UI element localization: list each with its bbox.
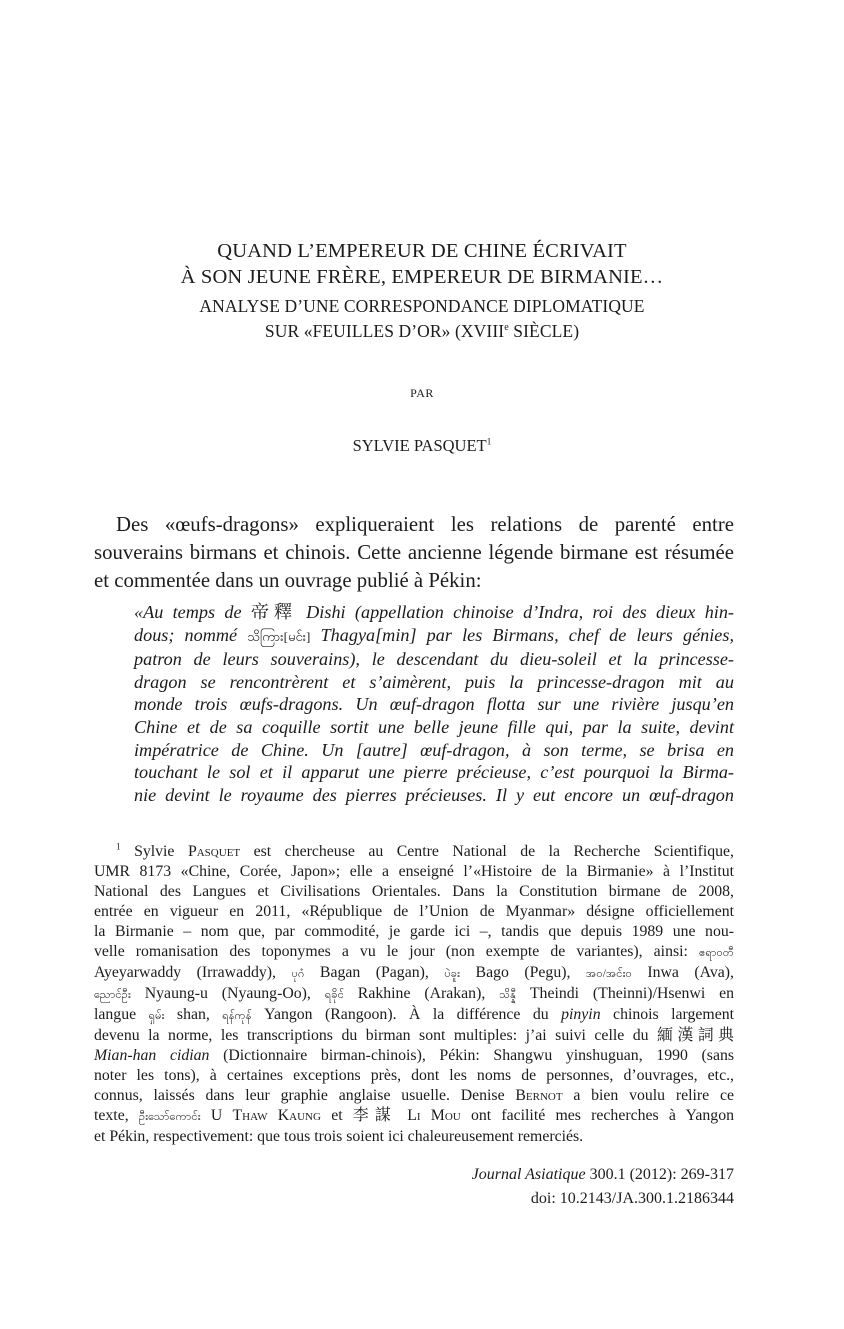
footnote-line: ညောင်ဦး Nyaung-u (Nyaung-Oo), ရခိုင် Rakhine (Arakan), သိန္နီ Theindi (Theinni)/Hsenwi en bbox=[94, 985, 734, 1002]
burmese-text: ပဲခူး bbox=[444, 968, 461, 980]
intro-paragraph bbox=[94, 511, 734, 595]
burmese-text: ရန်ကုန် bbox=[222, 1010, 252, 1022]
par-label: PAR bbox=[410, 386, 434, 400]
century-superscript: e bbox=[504, 322, 509, 334]
journal-name: Journal Asiatique bbox=[471, 1166, 586, 1183]
chinese-text: 緬漢詞典 bbox=[657, 1027, 734, 1044]
quote-line: touchant le sol et il apparut une pierre précieuse, c’est pourquoi la Birma- bbox=[134, 762, 734, 783]
title-line-1: QUAND L’EMPEREUR DE CHINE ÉCRIVAIT bbox=[217, 240, 627, 262]
block-quote bbox=[134, 601, 734, 806]
author-line bbox=[0, 436, 844, 456]
footnote-line: Ayeyarwaddy (Irrawaddy), ပုဂံ Bagan (Pagan), ပဲခူး Bago (Pegu), အဝ/အင်းဝ Inwa (Ava), bbox=[94, 964, 735, 981]
doi-line[interactable]: doi: 10.2143/JA.300.1.2186344 bbox=[530, 1190, 734, 1207]
quote-line: monde trois œufs-dragons. Un œuf-dragon flotta sur une rivière jusqu’en bbox=[134, 694, 734, 715]
burmese-text: ရှမ်း bbox=[148, 1010, 165, 1022]
footnote-line: UMR 8173 «Chine, Corée, Japon»; elle a enseigné l’«Histoire de la Birmanie» à l’Institut bbox=[94, 863, 734, 880]
author-name: SYLVIE PASQUET bbox=[352, 436, 487, 455]
footnote-line: velle romanisation des toponymes a vu le jour (non exempte de variantes), ainsi: ဧရာဝတီ bbox=[94, 943, 734, 960]
footnote-line: langue ရှမ်း shan, ရန်ကုန် Yangon (Rangoon). À la différence du pinyin chinois largement bbox=[94, 1006, 735, 1023]
burmese-text: ဧရာဝတီ bbox=[698, 947, 734, 959]
burmese-text: ရခိုင် bbox=[324, 989, 344, 1001]
title-line-2: À SON JEUNE FRÈRE, EMPEREUR DE BIRMANIE… bbox=[180, 266, 664, 288]
chinese-text: 帝釋 bbox=[250, 602, 297, 622]
footnote-line: noter les tons), à certaines exceptions près, dont les noms de personnes, d’ouvrages, etc., bbox=[94, 1067, 734, 1084]
dictionary-title: Mian-han cidian bbox=[94, 1047, 210, 1064]
footnote-line: et Pékin, respectivement: que tous trois soient ici chaleureusement remerciés. bbox=[94, 1128, 584, 1145]
journal-citation bbox=[300, 1163, 734, 1211]
burmese-text: ပုဂံ bbox=[291, 968, 305, 980]
footnote-line: National des Langues et Civilisations Orientales. Dans la Constitution birmane de 2008, bbox=[94, 883, 734, 900]
quote-line: nie devint le royaume des pierres précieuses. Il y eut encore un œuf-dragon bbox=[134, 784, 734, 805]
footnote-line: connus, laissés dans leur graphie anglaise usuelle. Denise Bernot a bien voulu relire ce bbox=[94, 1087, 734, 1104]
quote-line: patron de leurs souverains), le descendant du dieu-soleil et la princesse- bbox=[134, 649, 734, 670]
subtitle-text: SUR «FEUILLES D’OR» (XVIII bbox=[264, 321, 505, 341]
footnote-1 bbox=[94, 842, 734, 1147]
quote-line: dous; nommé သိကြား[မင်း] Thagya[min] par les Birmans, chef de leurs génies, bbox=[134, 624, 735, 645]
footnote-line: $^1$ Sylvie Pasquet est chercheuse au Centre National de la Recherche Scientifique, bbox=[116, 841, 734, 860]
burmese-text: သိန္နီ bbox=[499, 989, 517, 1001]
burmese-text: အဝ/အင်းဝ bbox=[585, 968, 632, 980]
quote-line: Chine et de sa coquille sortit une belle jeune fille qui, par la suite, devint bbox=[134, 716, 734, 737]
name-li-mou: Li Mou bbox=[407, 1107, 461, 1124]
quote-line: dragon se rencontrèrent et s’aimèrent, puis la princesse-dragon mit au bbox=[134, 671, 734, 692]
subtitle-text-end: SIÈCLE) bbox=[508, 321, 580, 341]
footnote-line: devenu la norme, les transcriptions du birman sont multiples: j’ai suivi celle du 緬漢詞典 bbox=[94, 1027, 734, 1044]
burmese-text: သိကြား[မင်း] bbox=[247, 628, 311, 644]
footnote-ref[interactable]: 1 bbox=[486, 436, 492, 448]
surname-bernot: Bernot bbox=[515, 1087, 563, 1104]
quote-line: impératrice de Chine. Un [autre] œuf-dragon, à son terme, se brisa en bbox=[134, 739, 734, 760]
footnote-line: la Birmanie – nom que, par commodité, je garde ici –, tandis que depuis 1989 une nou- bbox=[94, 923, 734, 940]
pinyin-term: pinyin bbox=[561, 1006, 601, 1023]
footnote-line: entrée en vigueur en 2011, «République de l’Union de Myanmar» désigne officiellement bbox=[94, 903, 734, 920]
intro-text: Des «œufs-dragons» expliqueraient les relations de parenté entre souverains birmans et chinois. Cette ancienne légende birmane est résumée et commentée dans un ouvrage publié à Pékin: bbox=[94, 513, 734, 592]
footnote-line: Mian-han cidian (Dictionnaire birman-chinois), Pékin: Shangwu yinshuguan, 1990 (sans bbox=[94, 1047, 734, 1064]
burmese-text: ဦးသော်ကောင်း bbox=[138, 1111, 201, 1123]
burmese-text: ညောင်ဦး bbox=[94, 989, 131, 1001]
footnote-line: texte, ဦးသော်ကောင်း U Thaw Kaung et 李謀 Li Mou ont facilité mes recherches à Yangon bbox=[94, 1107, 734, 1124]
subtitle-line-2 bbox=[0, 319, 844, 344]
journal-issue: 300.1 (2012): 269-317 bbox=[585, 1166, 734, 1183]
footnote-number: 1 bbox=[116, 841, 121, 852]
author-surname: Pasquet bbox=[187, 843, 241, 860]
chinese-text: 李謀 bbox=[352, 1107, 397, 1124]
subtitle-line-1: ANALYSE D’UNE CORRESPONDANCE DIPLOMATIQUE bbox=[199, 296, 645, 316]
quote-line: «Au temps de 帝釋 Dishi (appellation chinoise d’Indra, roi des dieux hin- bbox=[134, 602, 734, 622]
journal-reference bbox=[300, 1163, 734, 1187]
article-title-block bbox=[0, 238, 844, 344]
name-thaw-kaung: Thaw Kaung bbox=[232, 1107, 321, 1124]
